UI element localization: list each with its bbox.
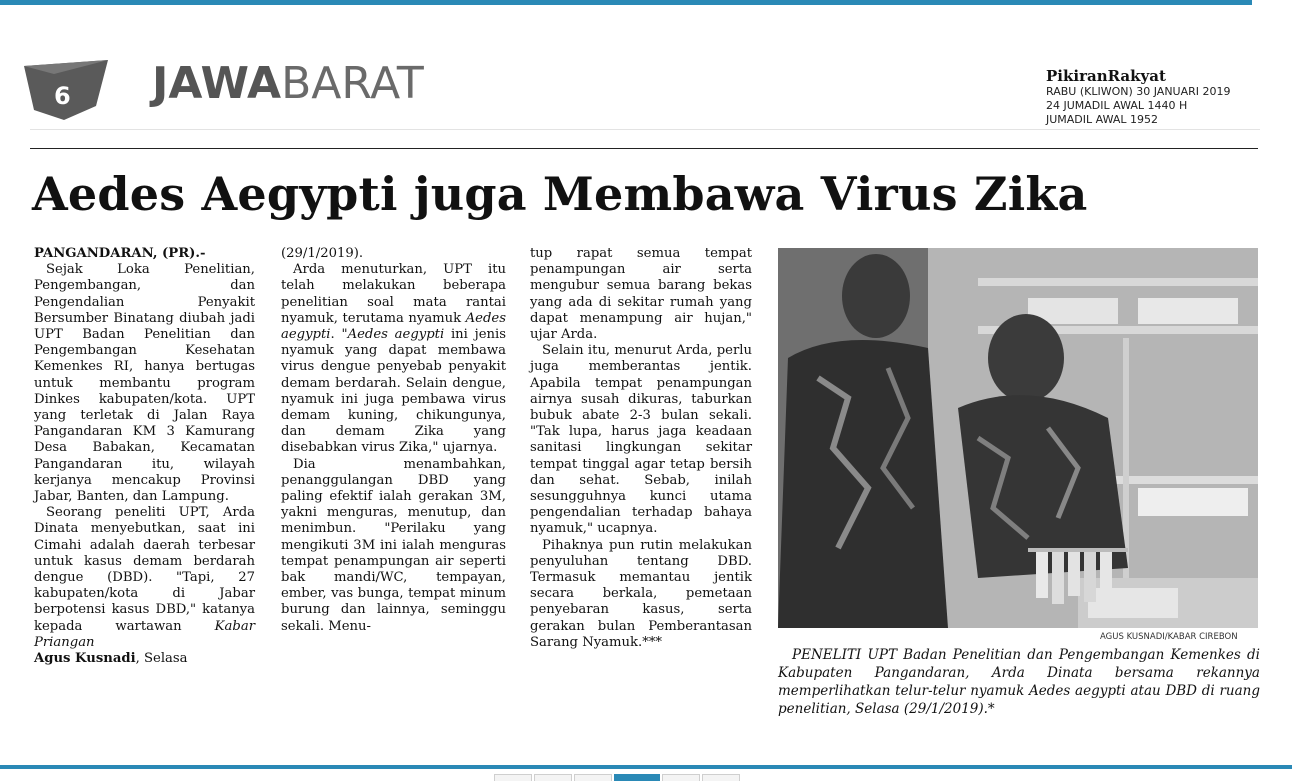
date-line-2: 24 JUMADIL AWAL 1440 H <box>1046 99 1188 112</box>
publication-name: Kabar Priangan <box>34 618 255 650</box>
lab-photo-illustration <box>778 248 1258 628</box>
paragraph-text: . " <box>330 327 348 343</box>
page-header <box>0 0 1292 150</box>
paragraph <box>34 505 255 667</box>
paragraph: Selain itu, menurut Arda, perlu juga memberantas jentik. Apabila tempat penampungan airnya susah dikuras, taburkan bubuk abate 2-3 bulan sekali. "Tak lupa, harus jaga keadaan sanitasi lingkungan sekitar tempat tinggal agar tetap bersih dan sehat. Sebab, inilah sesungguhnya kunci utama pengendalian terhadap bahaya nyamuk," ucapnya. <box>530 343 752 537</box>
page-number-badge <box>24 60 108 120</box>
header-faint-rule <box>30 129 1260 130</box>
section-title-bold: JAWA <box>152 58 282 109</box>
bottom-accent-bar <box>0 765 1292 769</box>
paragraph: (29/1/2019). <box>281 246 364 261</box>
paragraph: Dia menambahkan, penanggulangan DBD yang paling efektif ialah gerakan 3M, yakni menguras, menutup, dan menimbun. "Perilaku yang mengikuti 3M ini ialah menguras tempat penampungan air seperti bak mandi/WC, tempayan, ember, vas bunga, tempat minum burung dan lainnya, seminggu sekali. Menu- <box>281 456 506 634</box>
reporter-name: Agus Kusnadi <box>34 651 136 667</box>
paragraph-text: Arda menuturkan, UPT itu telah melakukan beberapa penelitian soal mata rantai nyamuk, terutama nyamuk <box>281 262 506 326</box>
species-name: Aedes aegypti <box>347 327 445 343</box>
section-title-light: BARAT <box>281 58 424 109</box>
paragraph: Sejak Loka Penelitian, Pengembangan, dan Pengendalian Penyakit Bersumber Binatang diubah jadi UPT Badan Penelitian dan Pengembangan Kesehatan Kemenkes RI, hanya bertugas untuk membantu program Dinkes kabupaten/kota. UPT yang terletak di Jalan Raya Pangandaran KM 3 Kamurang Desa Babakan, Kecamatan Pangandaran itu, wilayah kerjanya mencakup Provinsi Jabar, Banten, dan Lampung. <box>34 262 255 505</box>
page-number: 6 <box>54 82 71 110</box>
article-column-1 <box>34 246 255 667</box>
paragraph-text: , Selasa <box>135 651 188 667</box>
paragraph-text: Seorang peneliti UPT, Arda Dinata menyebutkan, saat ini Cimahi adalah daerah terbesar untuk kasus demam berdarah dengue (DBD). "Tapi, 27 kabupaten/kota di Jabar berpotensi kasus DBD," katanya kepada wartawan <box>34 505 255 634</box>
species-name: Aedes aegypti <box>281 310 506 343</box>
article-headline: Aedes Aegypti juga Membawa Virus Zika <box>32 167 1088 221</box>
date-line-3: JUMADIL AWAL 1952 <box>1046 113 1158 126</box>
header-rule <box>30 148 1258 149</box>
article-column-2 <box>281 246 506 635</box>
article-column-3 <box>530 246 752 651</box>
paragraph: Pihaknya pun rutin melakukan penyuluhan tentang DBD. Termasuk memantau jentik secara berkala, pemetaan penyebaran kasus, serta gerakan bulan Pemberantasan Sarang Nyamuk.*** <box>530 537 752 650</box>
masthead <box>1046 67 1276 127</box>
article-photo <box>778 248 1258 628</box>
date-line-1: RABU (KLIWON) 30 JANUARI 2019 <box>1046 85 1231 98</box>
article-dateline: PANGANDARAN, (PR).- <box>34 246 206 261</box>
paragraph: tup rapat semua tempat penampungan air serta mengubur semua barang bekas yang ada di sekitar rumah yang dapat menampung air hujan," ujar Arda. <box>530 246 752 343</box>
photo-credit: AGUS KUSNADI/KABAR CIREBON <box>1100 632 1238 642</box>
newspaper-brand: PikiranRakyat <box>1046 67 1166 85</box>
section-title <box>152 56 424 112</box>
page-tabs <box>494 774 742 780</box>
paragraph-text: ini jenis nyamuk yang dapat membawa virus dengue penyebab penyakit demam berdarah. Selain dengue, nyamuk ini juga pembawa virus demam kuning, chikungunya, dan demam Zika yang disebabkan virus Zika," ujarnya. <box>281 327 507 456</box>
paragraph <box>281 262 506 456</box>
photo-caption: PENELITI UPT Badan Penelitian dan Pengembangan Kemenkes di Kabupaten Pangandaran, Arda Dinata bersama rekannya memperlihatkan telur-telur nyamuk Aedes aegypti atau DBD di ruang penelitian, Selasa (29/1/2019).* <box>778 647 1260 717</box>
